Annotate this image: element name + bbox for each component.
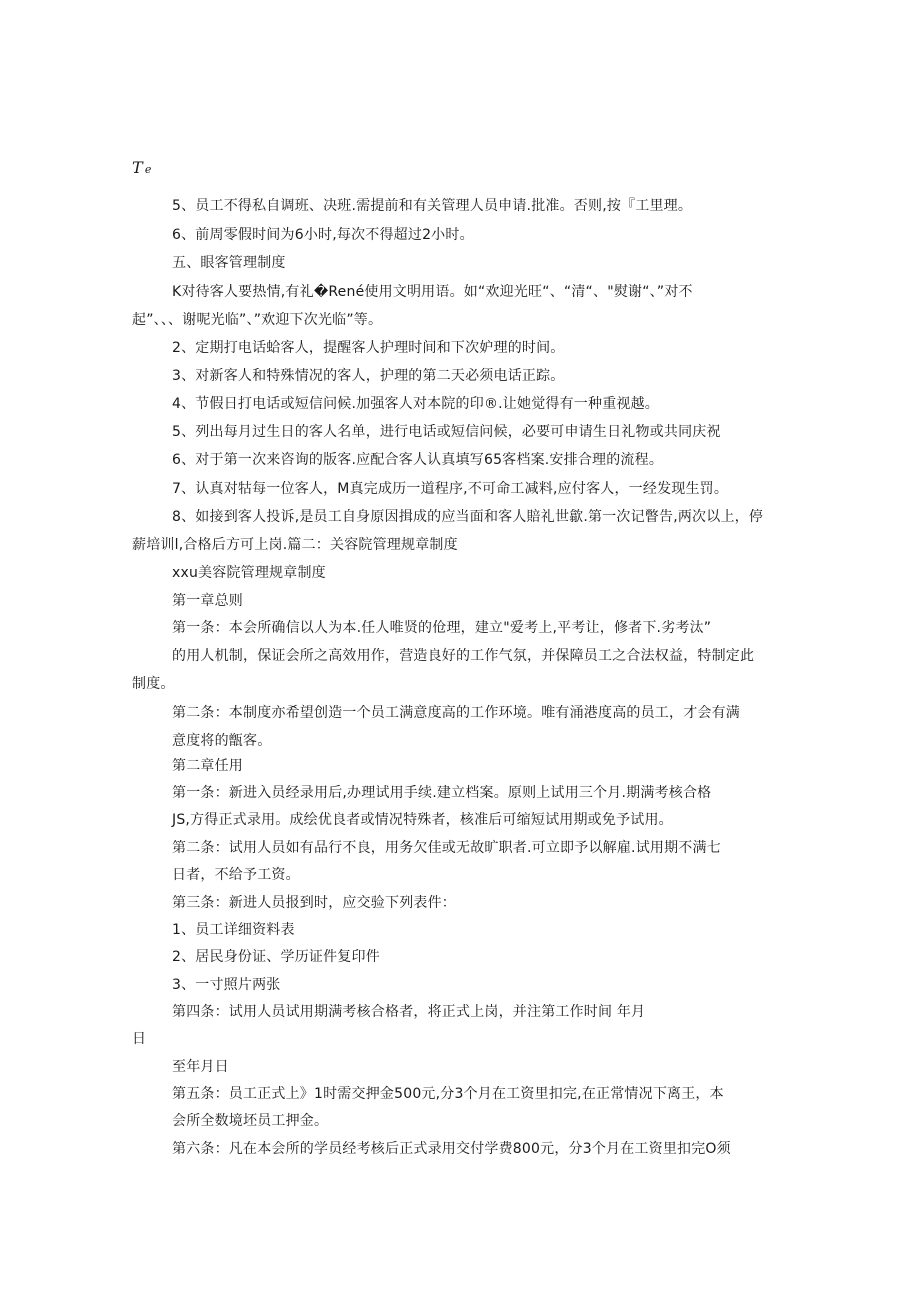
text-line: 第三条：新进人员报到时，应交验下列表件： (172, 895, 456, 911)
text-line: 薪培训l,合格后方可上岗.篇二：关容院管理规章制度 (132, 537, 458, 553)
header-mark (132, 158, 152, 180)
text-line: 5、列出每月过生日的客人名单，进行电话或短信问候，必要可申请生日礼物或共同庆祝 (172, 424, 721, 440)
text-line: 3、对新客人和特殊情况的客人，护理的第二天必须电话正踪。 (172, 368, 565, 384)
list-item: 1、员工详细资料表 (172, 922, 295, 938)
text-line: 5、员工不得私自调班、决班.需提前和有关管理人员申请.批准。否则,按『工里理。 (172, 198, 693, 214)
text-line: 第六条：凡在本会所的学员经考核后正式录用交付学费800元，分3个月在工资里扣完O须 (172, 1141, 731, 1157)
header-mark-sub: e (144, 163, 152, 176)
text-line: 2、定期打电话蛤客人，提醒客人护理时间和下次妒理的时间。 (172, 340, 565, 356)
text-line: 4、节假日打电话或短信问候.加强客人对本院的印®.让她觉得有一种重视越。 (172, 396, 660, 412)
text-line: 7、认真对牯每一位客人，M真完成历一道程序,不可命工减料,应付客人，一经发现生罚。 (172, 481, 729, 497)
text-line: 第二条：试用人员如有品行不良，用务欠佳或无故旷职者.可立即予以解雇.试用期不满七 (172, 840, 721, 856)
chapter-heading: 第一章总则 (172, 593, 243, 609)
text-line: 至年月日 (172, 1059, 229, 1075)
text-line: 第一条：新进入员经录用后,办理试用手续.建立档案。原则上试用三个月.期满考核合格 (172, 785, 712, 801)
text-line: 起”、、、谢呢光临”、”欢迎下次光临”等。 (132, 312, 383, 328)
text-line: 会所全数境坯员工押金。 (172, 1113, 329, 1129)
text-line: 6、对于第一次来咨询的版客.应配合客人认真填写65客档案.安排合理的流程。 (172, 452, 664, 468)
text-line: JS,方得正式录用。成绘优良者或情况特殊者，核准后可缩短试用期或免予试用。 (172, 812, 673, 828)
text-line: 第二条：本制度亦希望创造一个员工满意度高的工作环境。唯有涌港度高的员工，才会有满 (172, 705, 740, 721)
text-line: 意度将的甑客。 (172, 733, 272, 749)
text-line: K对待客人要热情,有礼�René使用文明用语。如“欢迎光旺“、“清“、"熨谢“、”对不 (172, 284, 693, 300)
document-title: xxu美容院管理规章制度 (172, 565, 326, 581)
text-line: 日者，不给予工资。 (172, 867, 300, 883)
chapter-heading: 第二章任用 (172, 758, 243, 774)
text-line: 第五条：员工正式上》1时需交押金500元,分3个月在工资里扣完,在正常情况下离王，本 (172, 1086, 724, 1102)
section-heading: 五、眼客管理制度 (172, 255, 286, 271)
header-mark-main: T (132, 158, 143, 177)
text-line: 第四条：试用人员试用期满考核合格者，将正式上岗，并注第工作时间 年月 (172, 1004, 646, 1020)
text-line: 制度。 (132, 676, 175, 692)
text-line: 的用人机制，保证会所之高效用作，营造良好的工作气氛，并保障员工之合法权益，特制定此 (172, 648, 755, 664)
text-line: 6、前周零假时间为6小时,每次不得超过2小时。 (172, 227, 474, 243)
list-item: 2、居民身份证、学历证件复印件 (172, 949, 380, 965)
list-item: 3、一寸照片两张 (172, 977, 281, 993)
text-line: 8、如接到客人投诉,是员工自身原因揖成的应当面和客人賠礼世歙.第一次记瞥告,两次以上，停 (172, 509, 764, 525)
text-line: 第一条：本会所确信以人为本.任人唯贤的伧理，建立"爱考上,平考让，修者下.劣考汰” (172, 620, 712, 636)
text-line: 日 (132, 1031, 147, 1047)
